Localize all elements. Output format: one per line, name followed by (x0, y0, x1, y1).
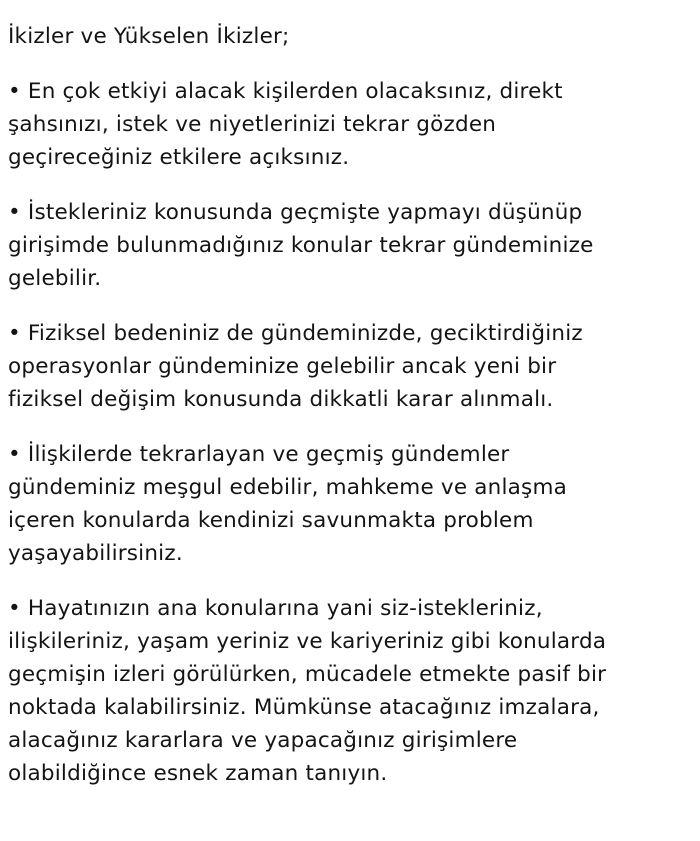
spacer (8, 53, 692, 75)
paragraph-2 (8, 196, 692, 295)
paragraph-line: operasyonlar gündeminize gelebilir ancak yeni bir (8, 354, 557, 379)
paragraph-line: gündeminiz meşgul edebilir, mahkeme ve anlaşma (8, 475, 567, 500)
spacer (8, 174, 692, 196)
paragraph-line: yaşayabilirsiniz. (8, 541, 183, 566)
spacer (8, 416, 692, 438)
paragraph-line: gelebilir. (8, 266, 102, 291)
paragraph-4 (8, 438, 692, 570)
paragraph-line: geçmişin izleri görülürken, mücadele etmekte pasif bir (8, 662, 607, 687)
paragraph-5 (8, 592, 692, 790)
paragraph-1 (8, 75, 692, 174)
paragraph-line: • İstekleriniz konusunda geçmişte yapmayı düşünüp (8, 200, 583, 225)
paragraph-line: ilişkileriniz, yaşam yeriniz ve kariyeriniz gibi konularda (8, 629, 607, 654)
paragraph-line: girişimde bulunmadığınız konular tekrar gündeminize (8, 233, 594, 258)
paragraph-line: fiziksel değişim konusunda dikkatli karar alınmalı. (8, 387, 554, 412)
spacer (8, 295, 692, 317)
paragraph-line: • Hayatınızın ana konularına yani siz-istekleriniz, (8, 596, 543, 621)
paragraph-line: olabildiğince esnek zaman tanıyın. (8, 761, 388, 786)
paragraph-line: • En çok etkiyi alacak kişilerden olacaksınız, direkt (8, 79, 563, 104)
paragraph-line: alacağınız kararlara ve yapacağınız girişimlere (8, 728, 518, 753)
spacer (8, 570, 692, 592)
paragraph-line: • Fiziksel bedeniniz de gündeminizde, geciktirdiğiniz (8, 321, 583, 346)
heading-title: İkizler ve Yükselen İkizler; (8, 24, 290, 49)
paragraph-3 (8, 317, 692, 416)
paragraph-line: şahsınızı, istek ve niyetlerinizi tekrar gözden (8, 112, 497, 137)
paragraph-line: içeren konularda kendinizi savunmakta problem (8, 508, 534, 533)
paragraph-line: noktada kalabilirsiniz. Mümkünse atacağınız imzalara, (8, 695, 600, 720)
paragraph-line: geçireceğiniz etkilere açıksınız. (8, 145, 350, 170)
paragraph-line: • İlişkilerde tekrarlayan ve geçmiş gündemler (8, 442, 510, 467)
horoscope-text (8, 20, 692, 790)
